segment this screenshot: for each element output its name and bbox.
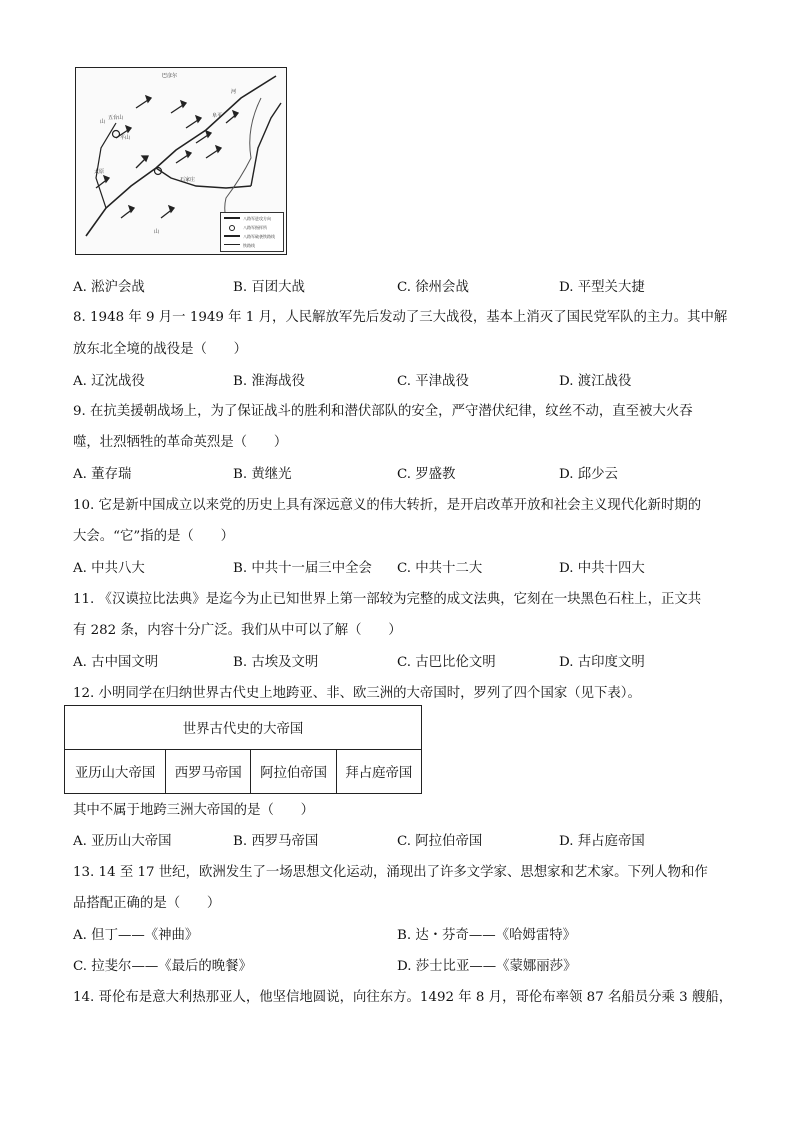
q7-option-c[interactable]: C. 徐州会战 [397, 280, 469, 295]
q9-option-c[interactable]: C. 罗盛教 [397, 467, 456, 482]
q12-option-b[interactable]: B. 西罗马帝国 [233, 834, 319, 849]
q11-option-d[interactable]: D. 古印度文明 [559, 655, 645, 670]
q13-stem-line1: 13. 14 至 17 世纪，欧洲发生了一场思想文化运动，涌现出了许多文学家、思想家和艺术家。下列人物和作 [73, 865, 708, 880]
map-label: 平山 [120, 135, 131, 141]
legend-text: 八路军指挥所 [243, 225, 267, 230]
legend-text: 八路军破袭铁路线 [243, 234, 275, 239]
map-label: 河 [231, 89, 237, 95]
q10-option-a[interactable]: A. 中共八大 [73, 561, 145, 576]
q7-option-d[interactable]: D. 平型关大捷 [559, 280, 645, 295]
q11-stem-line2: 有 282 条，内容十分广泛。我们从中可以了解（ ） [73, 623, 402, 638]
map-label: 石家庄 [180, 177, 196, 183]
q13-stem-line2: 品搭配正确的是（ ） [73, 896, 221, 911]
q9-option-a[interactable]: A. 董存瑞 [73, 467, 132, 482]
q11-option-c[interactable]: C. 古巴比伦文明 [397, 655, 496, 670]
q11-option-a[interactable]: A. 古中国文明 [73, 655, 159, 670]
empires-table-cell: 拜占庭帝国 [336, 750, 421, 794]
campaign-map [75, 67, 287, 255]
q9-option-b[interactable]: B. 黄继光 [233, 467, 292, 482]
map-legend [220, 212, 284, 252]
legend-text: 铁路线 [243, 243, 255, 248]
map-label: 太原 [94, 169, 105, 175]
q10-stem-line2: 大会。“它”指的是（ ） [73, 529, 234, 544]
q13-option-d[interactable]: D. 莎士比亚——《蒙娜丽莎》 [397, 959, 577, 974]
q12-stem-line1: 12. 小明同学在归纳世界古代史上地跨亚、非、欧三洲的大帝国时，罗列了四个国家（见下表）。 [73, 686, 641, 701]
q7-option-b[interactable]: B. 百团大战 [233, 280, 305, 295]
map-label: 阜平 [212, 113, 223, 119]
q12-stem-line2: 其中不属于地跨三洲大帝国的是（ ） [73, 803, 315, 818]
q10-option-b[interactable]: B. 中共十一届三中全会 [233, 561, 372, 576]
map-label: 五台山 [108, 115, 124, 121]
legend-text: 八路军进攻方向 [243, 216, 271, 221]
empires-table [64, 705, 422, 794]
hq-marker [113, 131, 120, 138]
q13-option-a[interactable]: A. 但丁——《神曲》 [73, 928, 199, 943]
map-label: 巴彦尔 [162, 73, 178, 79]
empires-table-cell: 阿拉伯帝国 [251, 750, 336, 794]
q13-option-c[interactable]: C. 拉斐尔——《最后的晚餐》 [73, 959, 252, 974]
railway-line [156, 168, 251, 188]
q9-option-d[interactable]: D. 邱少云 [559, 467, 618, 482]
q8-option-a[interactable]: A. 辽沈战役 [73, 374, 145, 389]
q12-option-a[interactable]: A. 亚历山大帝国 [73, 834, 172, 849]
q8-option-c[interactable]: C. 平津战役 [397, 374, 469, 389]
q8-option-b[interactable]: B. 淮海战役 [233, 374, 305, 389]
empires-table-cell: 亚历山大帝国 [65, 750, 166, 794]
q10-stem-line1: 10. 它是新中国成立以来党的历史上具有深远意义的伟大转折，是开启改革开放和社会主义现代化新时期的 [73, 498, 702, 513]
q14-stem-line1: 14. 哥伦布是意大利热那亚人，他坚信地圆说，向往东方。1492 年 8 月，哥伦布率领 87 名船员分乘 3 艘船， [73, 990, 733, 1005]
q11-option-b[interactable]: B. 古埃及文明 [233, 655, 319, 670]
empires-table-cell: 西罗马帝国 [166, 750, 251, 794]
empires-table-header: 世界古代史的大帝国 [65, 706, 422, 750]
q8-option-d[interactable]: D. 渡江战役 [559, 374, 632, 389]
q9-stem-line1: 9. 在抗美援朝战场上，为了保证战斗的胜利和潜伏部队的安全，严守潜伏纪律，纹丝不动，直至被大火吞 [73, 404, 693, 419]
q13-option-b[interactable]: B. 达・芬奇——《哈姆雷特》 [397, 928, 577, 943]
q11-stem-line1: 11. 《汉谟拉比法典》是迄今为止已知世界上第一部较为完整的成文法典，它刻在一块黑色石柱上，正文共 [73, 592, 702, 607]
map-label: 山 [154, 229, 160, 235]
q8-stem-line1: 8. 1948 年 9 月一 1949 年 1 月，人民解放军先后发动了三大战役，基本上消灭了国民党军队的主力。其中解 [73, 310, 728, 325]
q9-stem-line2: 噬，壮烈牺牲的革命英烈是（ ） [73, 435, 288, 450]
q12-option-d[interactable]: D. 拜占庭帝国 [559, 834, 645, 849]
q10-option-d[interactable]: D. 中共十四大 [559, 561, 645, 576]
railway-line [251, 103, 281, 186]
q8-stem-line2: 放东北全境的战役是（ ） [73, 342, 248, 357]
q10-option-c[interactable]: C. 中共十二大 [397, 561, 483, 576]
map-label: 山 [100, 119, 106, 125]
q12-option-c[interactable]: C. 阿拉伯帝国 [397, 834, 483, 849]
q7-option-a[interactable]: A. 淞沪会战 [73, 280, 145, 295]
